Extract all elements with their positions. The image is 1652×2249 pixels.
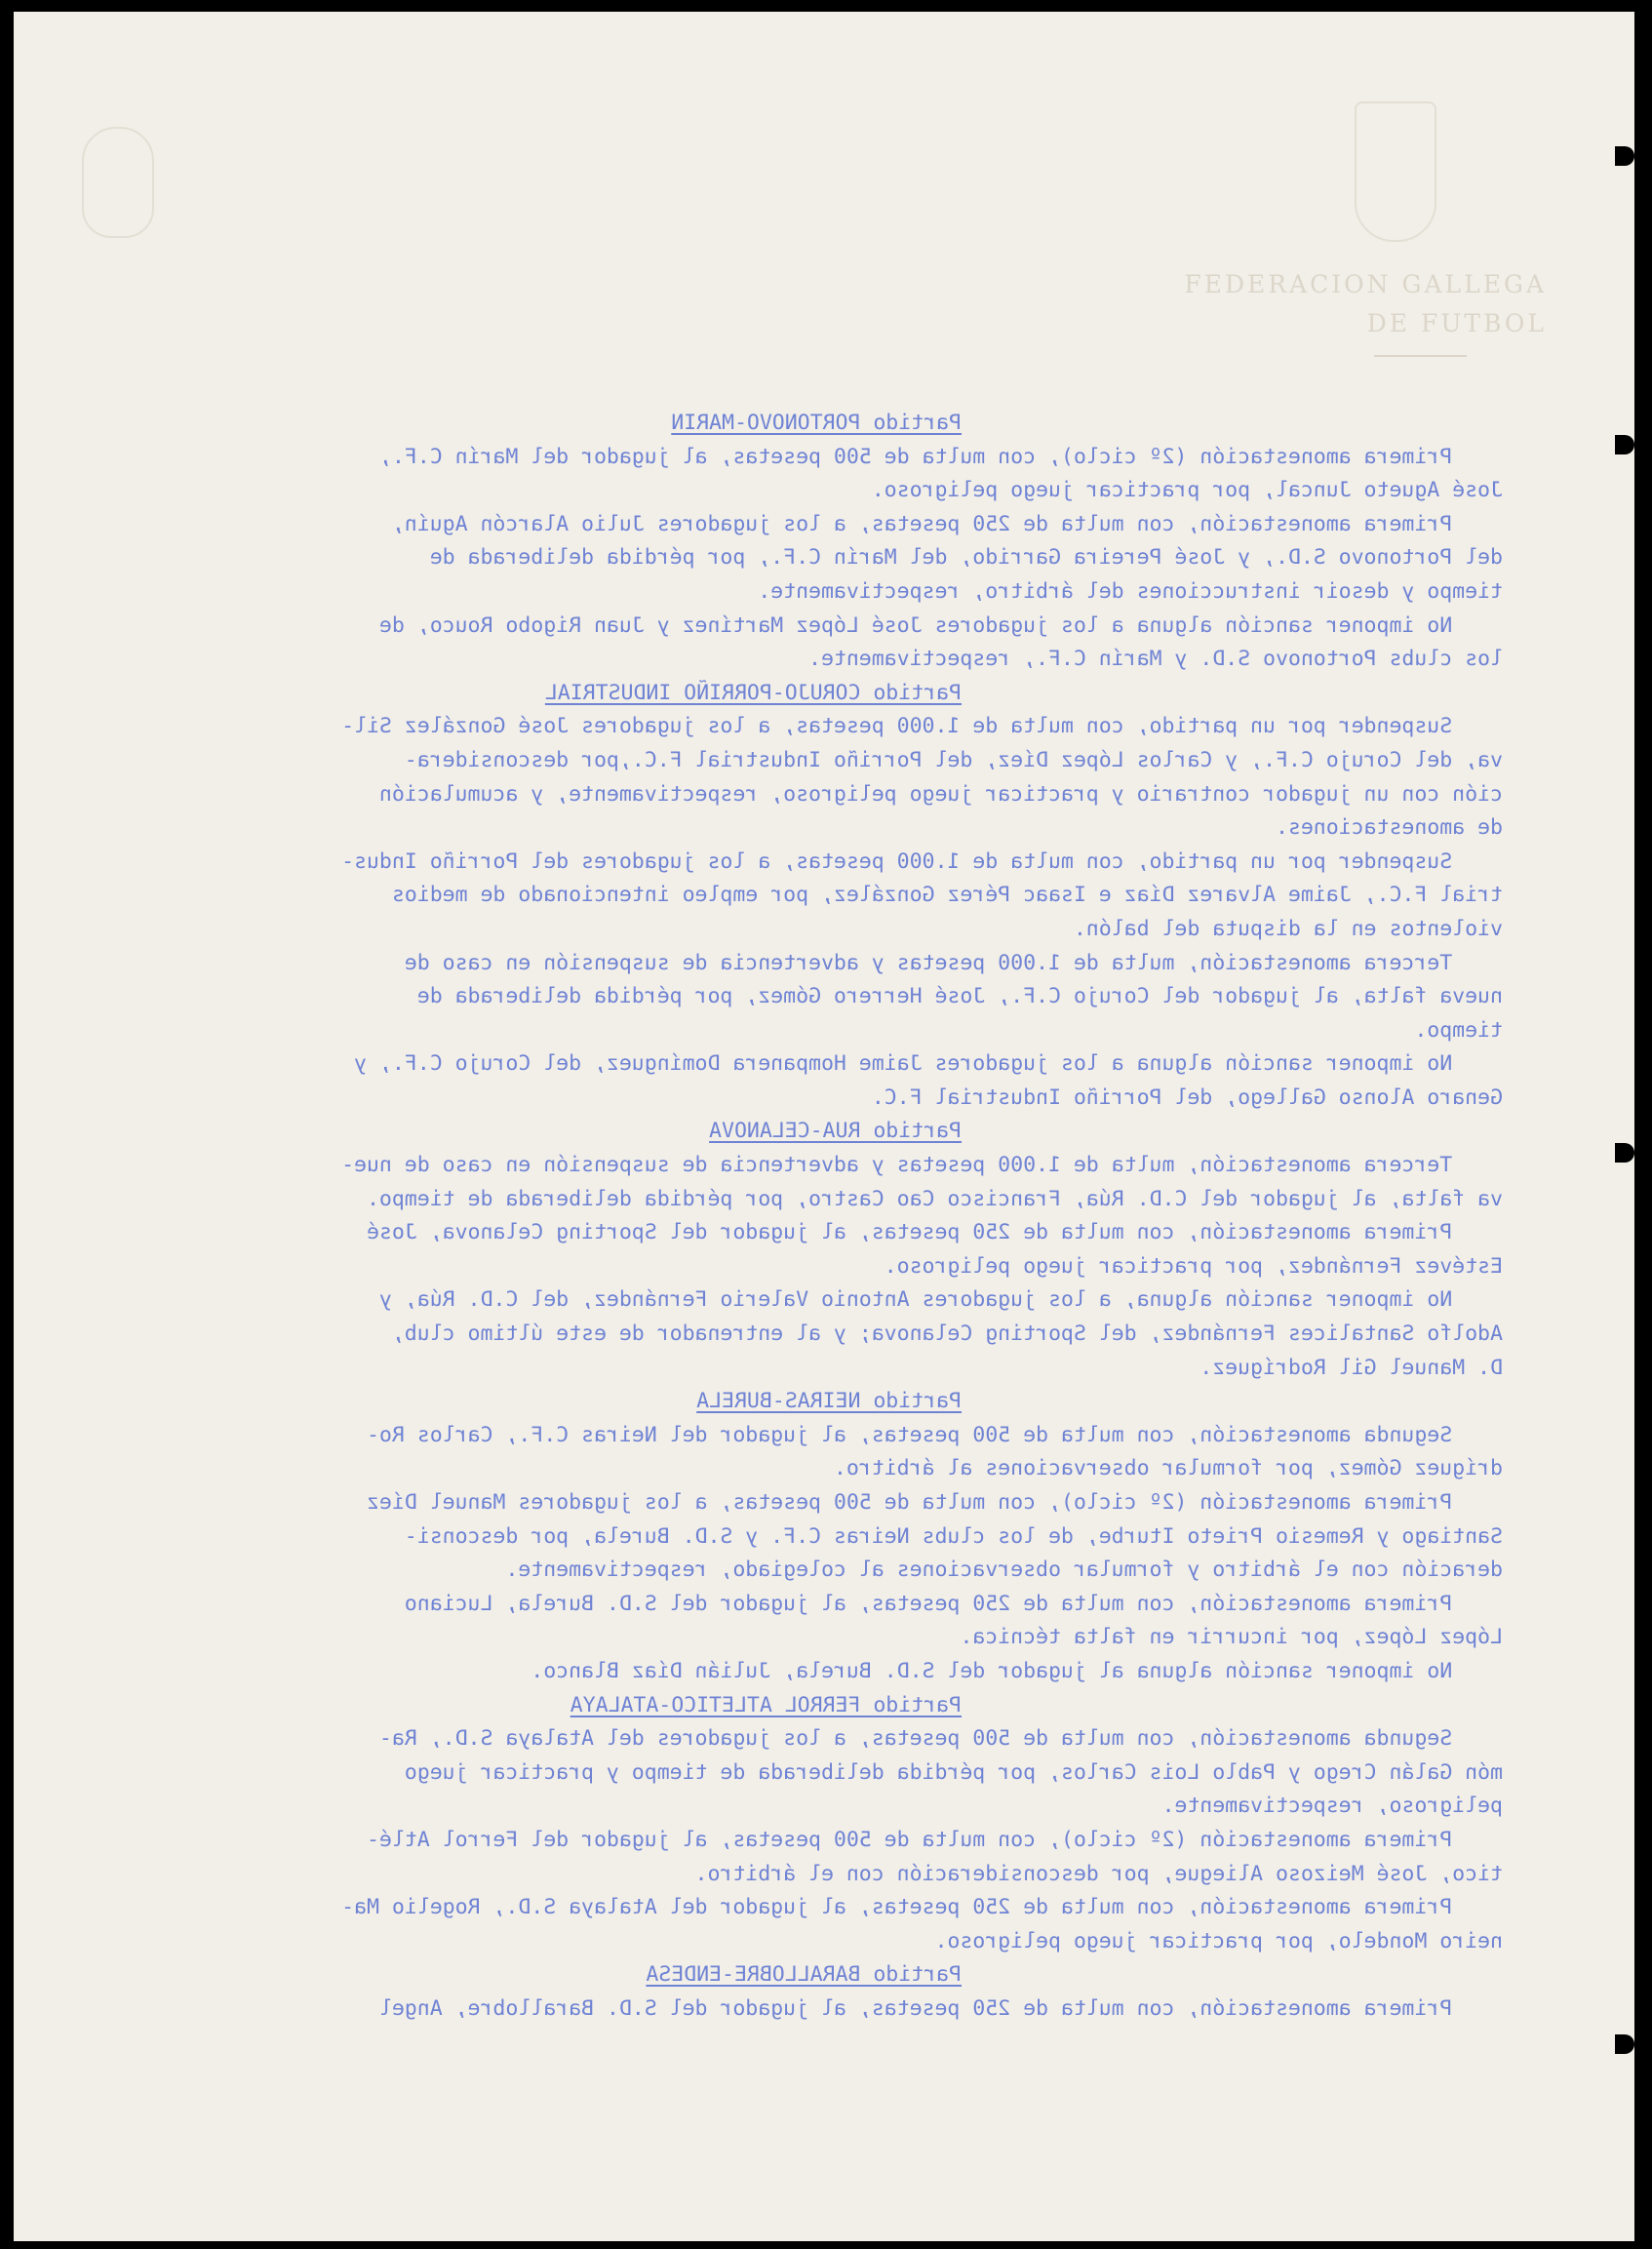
text-line: Primera amonestación (2º ciclo), con multa de 500 pesetas, al jugador del Marín C.F., — [378, 444, 1503, 469]
punch-hole — [1615, 1143, 1634, 1163]
sanction-section — [113, 1385, 1503, 1688]
sanction-section — [113, 1958, 1503, 2026]
sanction-section — [113, 1115, 1503, 1385]
text-line: No imponer sanción alguna a los jugadores José López Martínez y Juan Rigobo Rouco, de — [378, 612, 1503, 638]
text-line: trial F.C., Jaime Alvarez Díaz e Isaac Pérez González, por empleo intencionado de medios — [391, 883, 1503, 908]
text-line: No imponer sanción alguna a los jugadores Jaime Hompanera Domínguez, del Corujo C.F., y — [354, 1051, 1503, 1077]
text-line: del Portonovo S.D., y José Pereira Garrido, del Marín C.F., por pérdida deliberada de — [429, 545, 1503, 571]
text-line: Genaro Alonso Gallego, del Porriño Industrial F.C. — [871, 1085, 1503, 1110]
text-line: Segunda amonestación, con multa de 500 pesetas, al jugador del Neiras C.F., Carlos Ro- — [367, 1422, 1503, 1447]
match-heading: Partido CORUJO-PORRIÑO INDUSTRIAL — [544, 680, 962, 705]
sanction-section — [113, 677, 1503, 1116]
text-line: tiempo. — [1414, 1017, 1503, 1043]
text-line: violentos en la disputa del balón. — [1073, 916, 1503, 941]
text-line: dríguez Gómez, por formular observaciones al árbitro. — [833, 1456, 1503, 1481]
text-line: Primera amonestación, con multa de 250 pesetas, a los jugadores Julio Alarcón Aguín, — [391, 511, 1503, 536]
text-line: Primera amonestación, con multa de 250 pesetas, al jugador del Sporting Celanova, José — [367, 1220, 1503, 1245]
text-line: de amonestaciones. — [1276, 815, 1503, 841]
sanction-section — [113, 407, 1503, 677]
document-page — [14, 12, 1634, 2241]
text-line: José Agueto Juncal, por practicar juego peligroso. — [871, 478, 1503, 503]
sanction-section — [113, 1689, 1503, 1959]
match-heading: Partido BARALLOBRE-ENDESA — [646, 1962, 962, 1988]
text-line: va, del Corujo C.F., y Carlos López Díez, del Porriño Industrial F.C.,por desconsidera- — [404, 747, 1503, 772]
text-line: Adolfo Santalices Fernández, del Sporting Celanova; y al entrenador de este último club, — [391, 1322, 1503, 1347]
text-line: va falta, al jugador del C.D. Rúa, Francisco Cao Castro, por pérdida deliberada de tiempo. — [367, 1186, 1503, 1211]
text-line: Suspender por un partido, con multa de 1.000 pesetas, a los jugadores José González Sil- — [341, 714, 1503, 739]
text-line: ción con un jugador contrario y practicar juego peligroso, respectivamente, y acumulación — [378, 781, 1503, 807]
text-line: Primera amonestación, con multa de 250 pesetas, al jugador del S.D. Barallobre, Angel — [378, 1995, 1503, 2021]
punch-hole — [1615, 146, 1634, 166]
match-heading: Partido PORTONOVO-MARIN — [671, 411, 962, 435]
match-heading: Partido FERROL ATLETICO-ATALAYA — [570, 1692, 962, 1717]
text-line: Suspender por un partido, con multa de 1.000 pesetas, a los jugadores del Porriño Indus- — [341, 848, 1503, 874]
letterhead-line: DE FUTBOL — [1366, 309, 1547, 337]
text-line: Segunda amonestación, con multa de 500 pesetas, a los jugadores del Atalaya S.D., Ra- — [378, 1726, 1503, 1752]
text-line: Tercera amonestación, multa de 1.000 pesetas y advertencia de suspensión en caso de nue- — [341, 1153, 1503, 1178]
text-line: nueva falta, al jugador del Corujo C.F., José Herrero Gómez, por pérdida deliberada de — [416, 984, 1503, 1009]
text-line: Primera amonestación (2º ciclo), con multa de 500 pesetas, al jugador del Ferrol Atlé- — [367, 1827, 1503, 1852]
text-line: neiro Mondelo, por practicar juego peligroso. — [934, 1928, 1503, 1953]
text-line: los clubs Portonovo S.D. y Marín C.F., respectivamente. — [808, 647, 1503, 672]
letterhead-line: FEDERACION GALLEGA — [1184, 270, 1547, 298]
text-line: No imponer sanción alguna al jugador del S.D. Burela, Julián Díaz Blanco. — [531, 1658, 1503, 1683]
punch-hole — [1615, 2034, 1634, 2054]
text-line: No imponer sanción alguna, a los jugadores Antonio Valerio Fernández, del C.D. Rúa, y — [378, 1287, 1503, 1313]
text-line: peligroso, respectivamente. — [1161, 1794, 1503, 1819]
text-line: Primera amonestación, con multa de 250 pesetas, al jugador del S.D. Burela, Luciano — [404, 1591, 1503, 1616]
text-line: tiempo y desoir instrucciones del árbitro, respectivamente. — [758, 578, 1503, 604]
text-line: Primera amonestación, con multa de 250 pesetas, al jugador del Atalaya S.D., Rogelio Ma- — [341, 1895, 1503, 1920]
text-line: món Galán Crego y Pablo Lois Carlos, por pérdida deliberada de tiempo y practicar juego — [404, 1759, 1503, 1785]
text-line: D. Manuel Gil Rodríguez. — [1200, 1355, 1503, 1380]
typed-text-area — [14, 12, 1634, 2241]
text-line: Santiago y Remesio Prieto Iturbe, de los clubs Neiras C.F. y S.D. Burela, por desconsi- — [404, 1523, 1503, 1549]
text-line: López López, por incurrir en falta técnica. — [960, 1625, 1503, 1650]
match-heading: Partido NEIRAS-BURELA — [696, 1389, 962, 1414]
sections-container — [113, 407, 1503, 2027]
punch-hole — [1615, 435, 1634, 454]
text-line: Estévez Fernández, por practicar juego peligroso. — [884, 1253, 1503, 1279]
text-line: tico, José Meizoso Aliegue, por desconsideración con el árbitro. — [694, 1861, 1503, 1886]
match-heading: Partido RUA-CELANOVA — [709, 1119, 962, 1144]
text-line: deración con el árbitro y formular observaciones al colegiado, respectivamente. — [505, 1558, 1503, 1583]
text-line: Tercera amonestación, multa de 1.000 pesetas y advertencia de suspensión en caso de — [404, 950, 1503, 975]
text-line: Primera amonestación (2º ciclo), con multa de 500 pesetas, a los jugadores Manuel Díez — [367, 1490, 1503, 1515]
